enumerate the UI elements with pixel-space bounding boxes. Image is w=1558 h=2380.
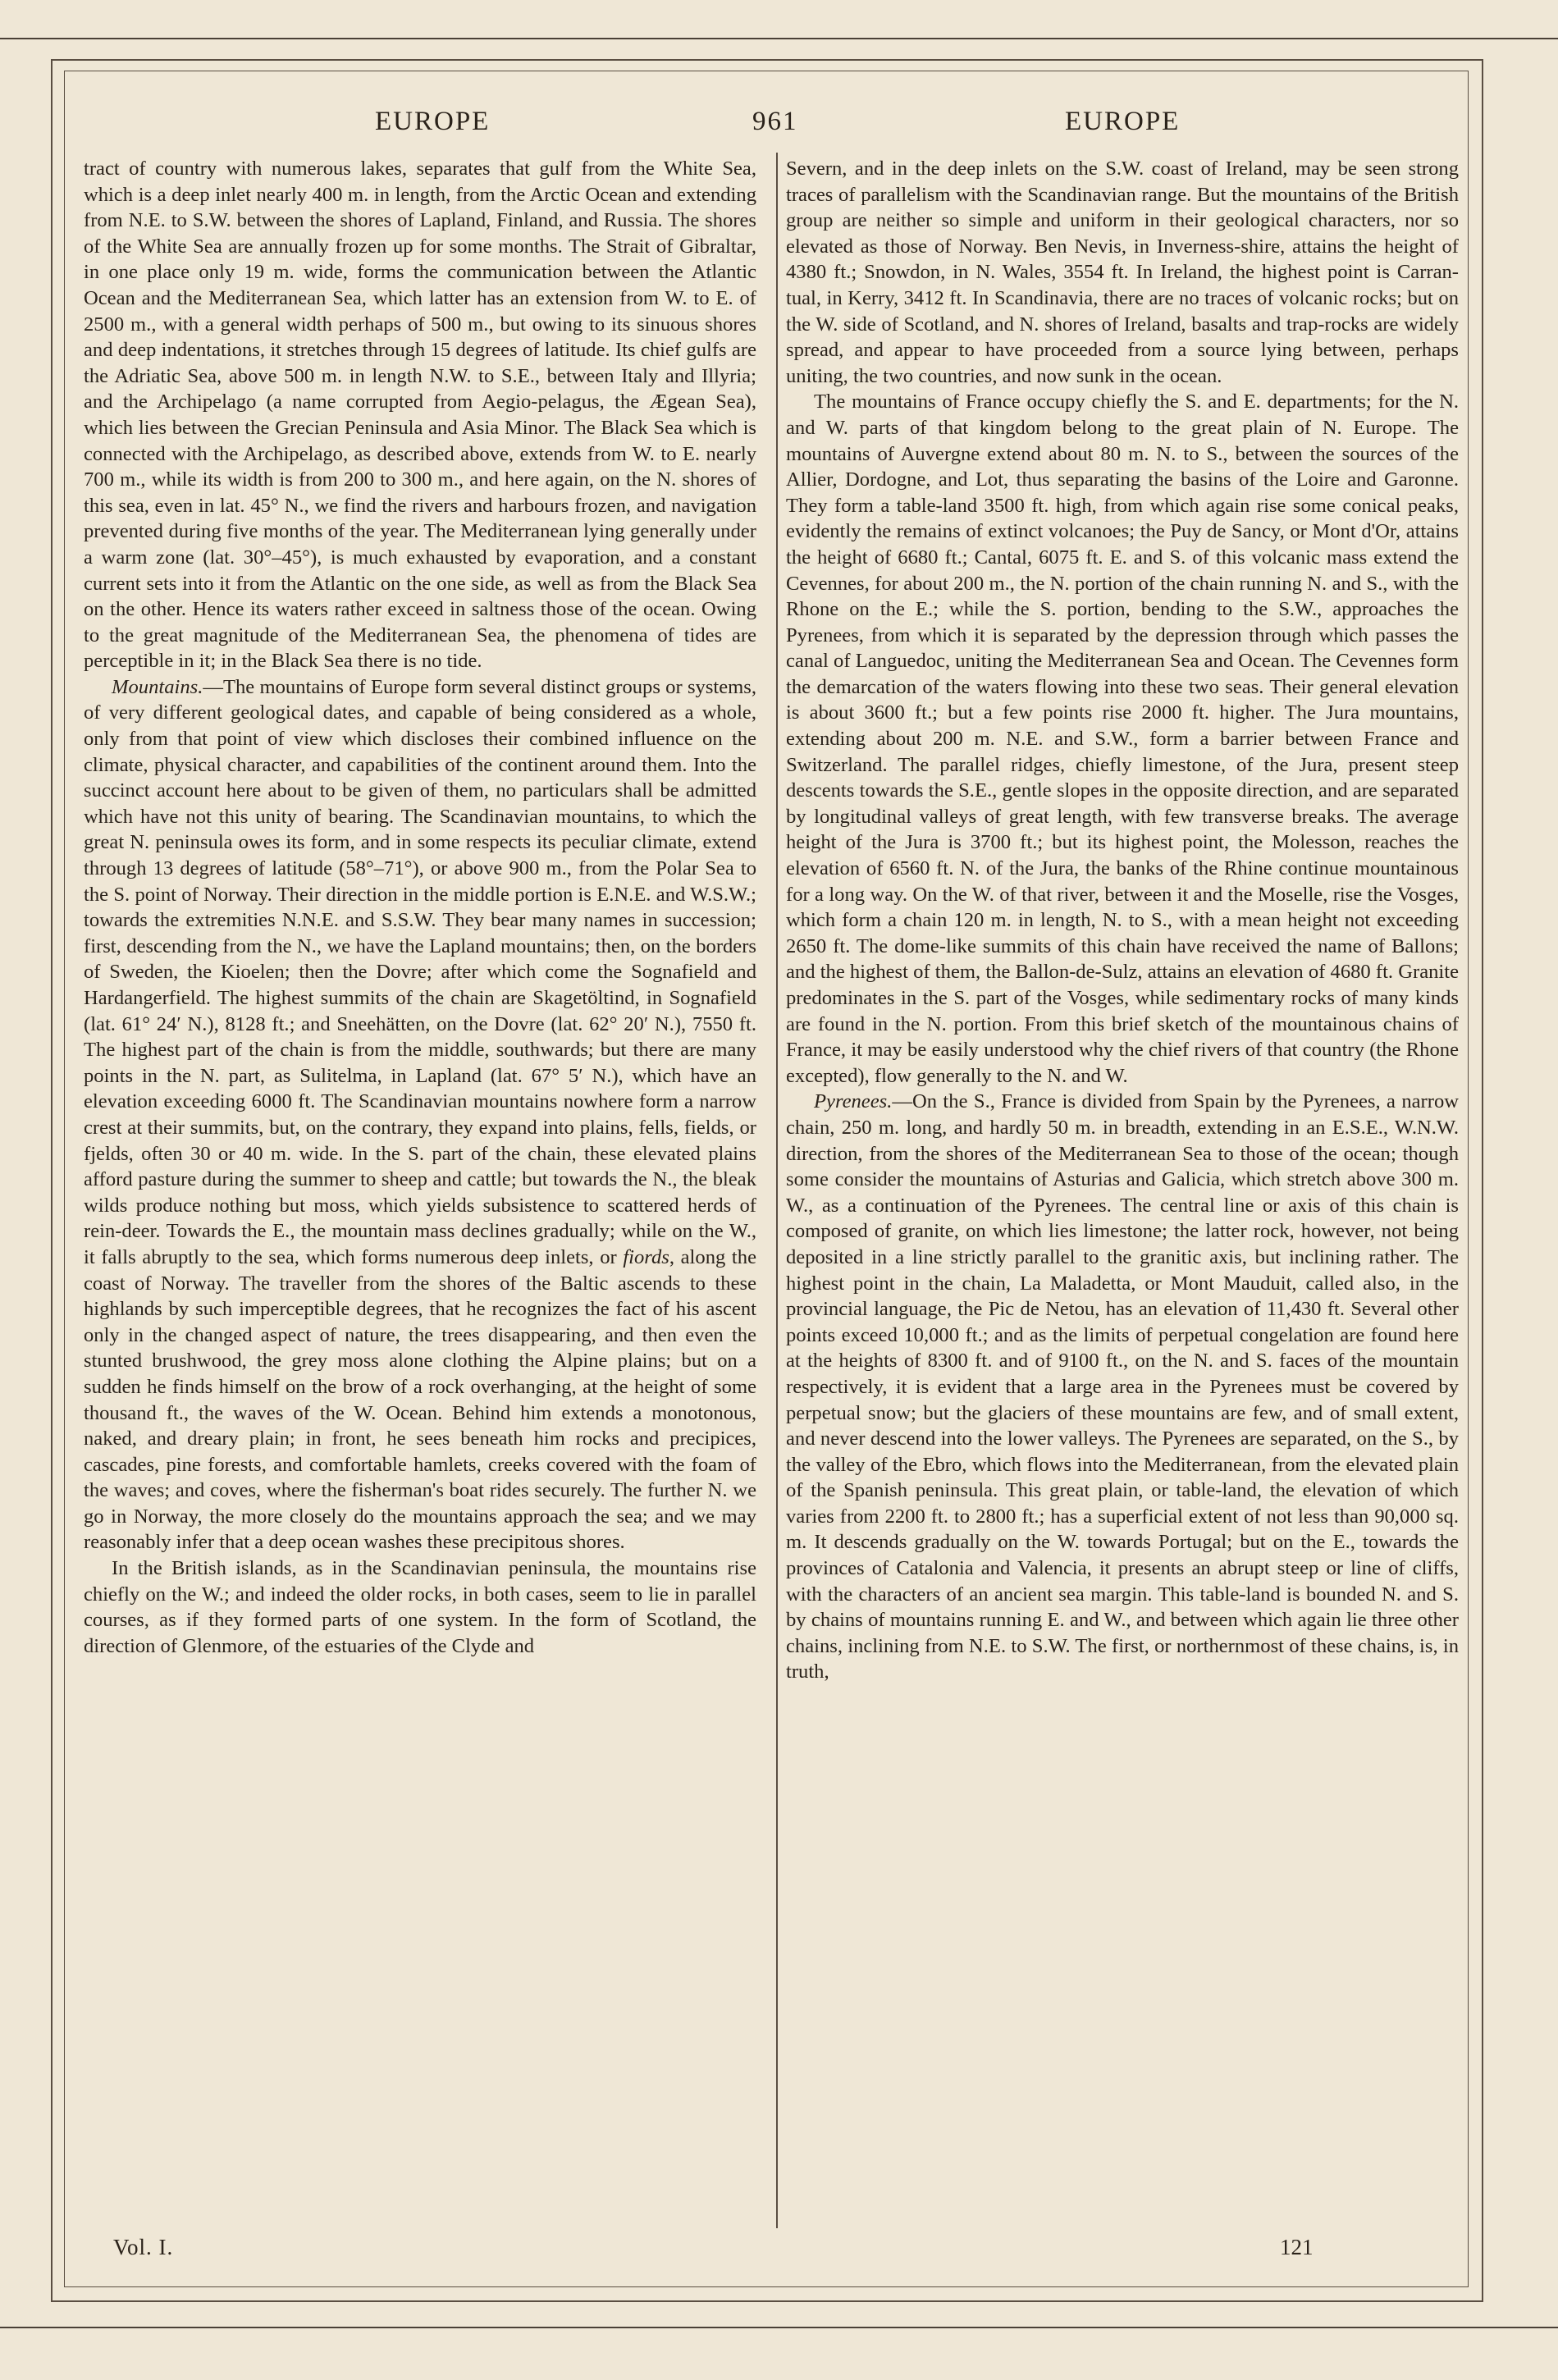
paragraph-mountains-end: , along the coast of Norway. The traveller from the shores of the Baltic ascends to these highlands by such imperceptible degrees, that he recognizes the fact of his ascent only in the changed aspect of nature, the trees disappearing, and then even the stunted brushwood, the grey moss alone clothing the Alpine plains; but on a sudden he finds himself on the brow of a rock overhanging, at the height of some thousand ft., the waves of the W. Ocean. Behind him extends a monotonous, naked, and dreary plain; in front, he sees beneath him rocks and precipices, cascades, pine forests, and comfortable hamlets, creeks covered with the foam of the waves; and coves, where the fisherman's boat rides securely. The further N. we go in Norway, the more closely do the mountains approach the sea; and we may reasonably infer that a deep ocean washes these precipitous shores. <box>84 1245 756 1554</box>
italic-term-fiords: fiords <box>623 1245 669 1268</box>
paragraph-pyrenees <box>786 1089 1459 1685</box>
running-header-right: EUROPE <box>1065 107 1181 136</box>
right-column <box>786 156 1459 2223</box>
top-rule <box>0 38 1558 39</box>
signature-number: 121 <box>1280 2235 1314 2259</box>
column-divider <box>776 153 778 2228</box>
paragraph-british-continued: Severn, and in the deep inlets on the S.W. coast of Ireland, may be seen strong traces of parallelism with the Scandinavian range. But the mountains of the British group are neither so simple and uniform in their geological characters, nor so elevated as those of Norway. Ben Nevis, in Inverness-shire, attains the height of 4380 ft.; Snowdon, in N. Wales, 3554 ft. In Ireland, the highest point is Carran-tual, in Kerry, 3412 ft. In Scandinavia, there are no traces of volcanic rocks; but on the W. side of Scotland, and N. shores of Ireland, basalts and trap-rocks are widely spread, and appear to have proceeded from a source lying between, perhaps uniting, the two countries, and now sunk in the ocean. <box>786 158 1459 387</box>
bottom-rule <box>0 2327 1558 2328</box>
paragraph-british-islands: In the British islands, as in the Scandinavian peninsula, the mountains rise chiefly on the W.; and indeed the older rocks, in both cases, seem to lie in parallel courses, as if they formed parts of one system. In the form of Scotland, the direction of Glenmore, of the estuaries of the Clyde and <box>84 1557 756 1657</box>
left-column <box>84 156 756 2223</box>
paragraph-pyrenees-text: —On the S., France is divided from Spain by the Pyrenees, a narrow chain, 250 m. long, and hardly 50 m. in breadth, extending in an E.S.E., W.N.W. direction, from the shores of the Mediterranean Sea to those of the ocean; though some consider the mountains of Asturias and Galicia, which stretch above 300 m. W., as a continuation of the Pyrenees. The central line or axis of this chain is composed of granite, on which lies limestone; the latter rock, however, not being deposited in a line strictly parallel to the granitic axis, but inclining rather. The highest point in the chain, La Maladetta, or Mont Mauduit, called also, in the provincial language, the Pic de Netou, has an elevation of 11,430 ft. Several other points exceed 10,000 ft.; and as the limits of perpetual congelation are found here at the heights of 8300 ft. and of 9100 ft., on the N. and S. faces of the mountain respectively, it is evident that a large area in the Pyrenees must be covered by perpetual snow; but the glaciers of these mountains are few, and of small extent, and never descend into the lower valleys. The Pyrenees are separated, on the S., by the valley of the Ebro, which flows into the Mediterranean, from the elevated plain of the Spanish peninsula. This great plain, or table-land, the elevation of which varies from 2200 ft. to 2800 ft.; has a superficial extent of not less than 90,000 sq. m. It descends gradually on the W. towards Portugal; but on the E., towards the provinces of Catalonia and Valencia, it presents an abrupt steep or line of cliffs, with the characters of an ancient sea margin. This table-land is bounded N. and S. by chains of mountains running E. and W., and between which again lie three other chains, inclining from N.E. to S.W. The first, or northernmost of these chains, is, in truth, <box>786 1090 1459 1683</box>
page-number: 961 <box>752 107 798 136</box>
paragraph-mountains <box>84 674 756 1555</box>
section-heading-pyrenees: Pyrenees. <box>814 1090 893 1113</box>
section-heading-mountains: Mountains. <box>112 675 203 698</box>
paragraph-white-sea: tract of country with numerous lakes, separates that gulf from the White Sea, which is a deep inlet nearly 400 m. in length, from the Arctic Ocean and extending from N.E. to S.W. between the shores of Lapland, Finland, and Russia. The shores of the White Sea are annually frozen up for some months. The Strait of Gibraltar, in one place only 19 m. wide, forms the communication between the Atlantic Ocean and the Mediterranean Sea, which latter has an extension from W. to E. of 2500 m., with a general width perhaps of 500 m., but owing to its sinuous shores and deep indentations, it stretches through 15 degrees of latitude. Its chief gulfs are the Adriatic Sea, above 500 m. in length N.W. to S.E., between Italy and Illyria; and the Archipelago (a name corrupted from Aegio-pelagus, the Ægean Sea), which lies between the Grecian Peninsula and Asia Minor. The Black Sea which is connected with the Archipelago, as described above, extends from W. to E. nearly 700 m., while its width is from 200 to 300 m., and here again, on the N. shores of this sea, even in lat. 45° N., we find the rivers and harbours frozen, and navigation prevented during five months of the year. The Mediterranean lying generally under a warm zone (lat. 30°–45°), is much exhausted by evaporation, and a constant current sets into it from the Atlantic on the one side, as well as from the Black Sea on the other. Hence its waters rather exceed in saltness those of the ocean. Owing to the great magnitude of the Mediterranean Sea, the phenomena of tides are perceptible in it; in the Black Sea there is no tide. <box>84 158 756 673</box>
paragraph-france-mountains: The mountains of France occupy chiefly the S. and E. departments; for the N. and W. parts of that kingdom belong to the great plain of N. Europe. The mountains of Auvergne extend about 80 m. N. to S., between the sources of the Allier, Dordogne, and Lot, thus separating the basins of the Loire and Garonne. They form a table-land 3500 ft. high, from which again rise some conical peaks, evidently the remains of extinct volcanoes; the Puy de Sancy, or Mont d'Or, attains the height of 6680 ft.; Cantal, 6075 ft. E. and S. of this volcanic mass extend the Cevennes, for about 200 m., the N. portion of the chain running N. and S., with the Rhone on the E.; while the S. portion, bending to the S.W., approaches the Pyrenees, from which it is separated by the depression through which passes the canal of Languedoc, uniting the Mediterranean Sea and Ocean. The Cevennes form the demarcation of the waters flowing into these two seas. Their general elevation is about 3600 ft.; but a few points rise 2000 ft. higher. The Jura mountains, extending about 200 m. N.E. and S.W., form a barrier between France and Switzerland. The parallel ridges, chiefly limestone, of the Jura, present steep descents towards the S.E., gentle slopes in the opposite direction, and are separated by longitudinal valleys of great length, with few transverse breaks. The average height of the Jura is 3700 ft.; but its highest point, the Molesson, reaches the elevation of 6560 ft. N. of the Jura, the banks of the Rhine continue mountainous for a long way. On the W. of that river, between it and the Moselle, rise the Vosges, which form a chain 120 m. in length, N. to S., with a mean height not exceeding 2650 ft. The dome-like summits of this chain have received the name of Ballons; and the highest of them, the Ballon-de-Sulz, attains an elevation of 4680 ft. Granite predominates in the S. part of the Vosges, while sedimentary rocks of many kinds are found in the N. portion. From this brief sketch of the mountainous chains of France, it may be easily understood why the chief rivers of that country (the Rhone excepted), flow generally to the N. and W. <box>786 391 1459 1087</box>
running-header-left: EUROPE <box>375 107 491 136</box>
volume-label: Vol. I. <box>113 2235 174 2259</box>
paragraph-mountains-text: —The mountains of Europe form several distinct groups or systems, of very different geological dates, and capable of being considered as a whole, only from that point of view which discloses their combined influence on the climate, physical character, and capabilities of the continent around them. Into the succinct account here about to be given of them, no particulars shall be admitted which have not this unity of bearing. The Scandinavian mountains, to which the great N. peninsula owes its form, and in some respects its peculiar climate, extend through 13 degrees of latitude (58°–71°), or above 900 m., from the Polar Sea to the S. point of Norway. Their direction in the middle portion is E.N.E. and W.S.W.; towards the extremities N.N.E. and S.S.W. They bear many names in succession; first, descending from the N., we have the Lapland mountains; then, on the borders of Sweden, the Kioelen; then the Dovre; after which come the Sognafield and Hardangerfield. The highest summits of the chain are Skagetöltind, in Sognafield (lat. 61° 24′ N.), 8128 ft.; and Sneehätten, on the Dovre (lat. 62° 20′ N.), 7550 ft. The highest part of the chain is from the middle, southwards; but there are many points in the N. part, as Sulitelma, in Lapland (lat. 67° 5′ N.), which have an elevation exceeding 6000 ft. The Scandinavian mountains nowhere form a narrow crest at their summits, but, on the contrary, they expand into plains, fells, fields, or fjelds, often 30 or 40 m. wide. In the S. part of the chain, these elevated plains afford pasture during the summer to sheep and cattle; but towards the N., the bleak wilds produce nothing but moss, which yields subsistence to scattered herds of rein-deer. Towards the E., the mountain mass declines gradually; while on the W., it falls abruptly to the sea, which forms numerous deep inlets, or <box>84 675 756 1268</box>
